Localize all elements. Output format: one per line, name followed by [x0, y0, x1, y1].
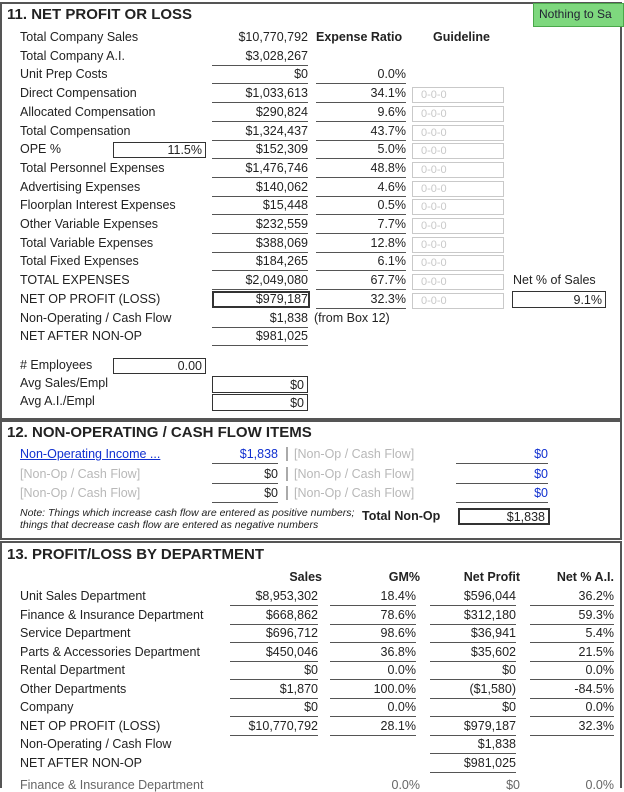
- dept-label: Non-Operating / Cash Flow: [20, 737, 172, 751]
- dept-net-ai: [530, 756, 614, 772]
- dept-gm: 78.6%: [330, 608, 416, 625]
- dept-sales: $8,953,302: [230, 589, 318, 606]
- row-label: NET OP PROFIT (LOSS): [20, 291, 161, 306]
- dept-net-ai: -84.5%: [530, 682, 614, 699]
- row-value: $981,025: [212, 329, 308, 346]
- row-value: $1,324,437: [212, 124, 308, 141]
- dept-sales: $0: [230, 663, 318, 680]
- row-ratio: [316, 30, 406, 46]
- row-label: Unit Prep Costs: [20, 67, 108, 82]
- dept-net-ai: 36.2%: [530, 589, 614, 606]
- dept-sales: [230, 737, 318, 753]
- row-guideline[interactable]: 0-0-0: [412, 162, 504, 178]
- dept-gm: 18.4%: [330, 589, 416, 606]
- dept-label: Unit Sales Department: [20, 589, 146, 603]
- total-non-op-label: Total Non-Op: [362, 509, 441, 523]
- non-op-item2-label[interactable]: [Non-Op / Cash Flow]: [286, 447, 414, 461]
- row-guideline[interactable]: 0-0-0: [412, 293, 504, 309]
- row-label: Total Variable Expenses: [20, 235, 154, 250]
- row-label: TOTAL EXPENSES: [20, 273, 130, 288]
- row-guideline[interactable]: 0-0-0: [412, 106, 504, 122]
- non-op-item-value[interactable]: $0: [212, 467, 278, 484]
- row-guideline[interactable]: 0-0-0: [412, 237, 504, 253]
- row-ratio-note: (from Box 12): [314, 310, 390, 325]
- row-guideline[interactable]: 0-0-0: [412, 274, 504, 290]
- dept-net-profit: $0: [430, 700, 516, 717]
- row-ratio: 4.6%: [316, 180, 406, 197]
- row-ratio: 9.6%: [316, 105, 406, 122]
- row-guideline[interactable]: 0-0-0: [412, 199, 504, 215]
- row-ratio: 32.3%: [316, 292, 406, 309]
- row-value: $140,062: [212, 180, 308, 197]
- dept-net-ai: 0.0%: [530, 700, 614, 717]
- dept-gm: 28.1%: [330, 719, 416, 736]
- row-value: $152,309: [212, 142, 308, 159]
- row-value: $388,069: [212, 236, 308, 253]
- dept-gm: 0.0%: [330, 700, 416, 717]
- dept-sales: [230, 756, 318, 772]
- row-label: Advertising Expenses: [20, 179, 141, 194]
- dept-sales: $450,046: [230, 645, 318, 662]
- row-label: Total Fixed Expenses: [20, 254, 139, 269]
- row-value: $290,824: [212, 105, 308, 122]
- row-label: Allocated Compensation: [20, 104, 156, 119]
- dept-label: NET OP PROFIT (LOSS): [20, 718, 161, 733]
- dept-gm: 100.0%: [330, 682, 416, 699]
- row-value: $15,448: [212, 198, 308, 215]
- row-value: $10,770,792: [238, 30, 308, 44]
- dept-gm: [330, 756, 416, 772]
- guideline-header: Guideline: [433, 30, 490, 44]
- row-label: Other Variable Expenses: [20, 217, 159, 231]
- cut-row-gm: 0.0%: [391, 778, 420, 792]
- avg-sales-label: Avg Sales/Empl: [20, 376, 109, 390]
- sales-header: Sales: [289, 570, 322, 584]
- dept-label: Finance & Insurance Department: [20, 607, 204, 622]
- row-ratio: 6.1%: [316, 254, 406, 271]
- dept-sales: $10,770,792: [230, 719, 318, 736]
- dept-net-ai: 59.3%: [530, 608, 614, 625]
- net-pct-sales-value: 9.1%: [512, 291, 606, 308]
- dept-label: Other Departments: [20, 681, 127, 696]
- row-value: $0: [212, 67, 308, 84]
- row-value: $1,033,613: [212, 86, 308, 103]
- row-ratio: [316, 329, 406, 345]
- non-op-item2-value[interactable]: $0: [456, 447, 548, 464]
- dept-net-ai: 32.3%: [530, 719, 614, 736]
- dept-gm: 0.0%: [330, 663, 416, 680]
- row-value: $1,838: [212, 311, 308, 328]
- dept-gm: 36.8%: [330, 645, 416, 662]
- row-ratio: 12.8%: [316, 236, 406, 253]
- dept-label: Service Department: [20, 626, 131, 640]
- non-op-item-value[interactable]: $1,838: [212, 447, 278, 464]
- row-value: $1,476,746: [212, 161, 308, 178]
- toast-save[interactable]: Nothing to Sa: [533, 3, 624, 27]
- row-ratio: 7.7%: [316, 217, 406, 234]
- dept-label: Parts & Accessories Department: [20, 644, 200, 659]
- dept-net-profit: $312,180: [430, 608, 516, 625]
- avg-ai-label: Avg A.I./Empl: [20, 394, 95, 408]
- total-non-op-value: $1,838: [458, 508, 550, 525]
- dept-gm: [330, 737, 416, 753]
- row-ratio: 43.7%: [316, 124, 406, 141]
- row-label: OPE %: [20, 142, 61, 157]
- net-pct-sales-label: Net % of Sales: [513, 273, 596, 287]
- row-ratio: 5.0%: [316, 142, 406, 159]
- row-guideline[interactable]: 0-0-0: [412, 181, 504, 197]
- row-guideline[interactable]: 0-0-0: [412, 87, 504, 103]
- row-ratio: 48.8%: [316, 161, 406, 178]
- dept-sales: $668,862: [230, 608, 318, 625]
- employees-input[interactable]: 0.00: [113, 358, 206, 374]
- row-value: $232,559: [212, 217, 308, 234]
- row-ratio: [316, 49, 406, 65]
- row-guideline[interactable]: 0-0-0: [412, 143, 504, 159]
- row-value: $184,265: [212, 254, 308, 271]
- non-op-item-label[interactable]: [Non-Op / Cash Flow]: [20, 466, 141, 481]
- non-op-item-label[interactable]: [Non-Op / Cash Flow]: [20, 486, 141, 500]
- dept-net-profit: $0: [430, 663, 516, 680]
- section-12-title: 12. NON-OPERATING / CASH FLOW ITEMS: [7, 424, 312, 441]
- row-guideline[interactable]: 0-0-0: [412, 218, 504, 234]
- row-value: $2,049,080: [212, 273, 308, 290]
- non-op-item2-value[interactable]: $0: [456, 486, 548, 503]
- non-op-item2-label[interactable]: [Non-Op / Cash Flow]: [286, 467, 414, 481]
- row-label: Total Company Sales: [20, 30, 139, 44]
- dept-net-profit: $1,838: [430, 737, 516, 754]
- dept-gm: 98.6%: [330, 626, 416, 643]
- row-label: NET AFTER NON-OP: [20, 329, 143, 344]
- dept-net-profit: $596,044: [430, 589, 516, 606]
- non-op-item-value[interactable]: $0: [212, 486, 278, 503]
- dept-sales: $0: [230, 700, 318, 717]
- net-op-profit-box: [212, 291, 310, 308]
- row-label: Total Personnel Expenses: [20, 160, 165, 175]
- row-label: Total Company A.I.: [20, 48, 125, 63]
- dept-net-profit: ($1,580): [430, 682, 516, 699]
- non-op-item2-label[interactable]: [Non-Op / Cash Flow]: [286, 486, 414, 500]
- dept-sales: $696,712: [230, 626, 318, 643]
- row-ratio: 34.1%: [316, 86, 406, 103]
- dept-label: NET AFTER NON-OP: [20, 755, 143, 770]
- row-ratio: 0.5%: [316, 198, 406, 215]
- row-guideline[interactable]: 0-0-0: [412, 125, 504, 141]
- dept-net-profit: $981,025: [430, 756, 516, 773]
- dept-net-ai: 5.4%: [530, 626, 614, 643]
- cut-row-np: $0: [506, 778, 520, 792]
- dept-sales: $1,870: [230, 682, 318, 699]
- row-label: Direct Compensation: [20, 86, 137, 101]
- avg-sales-value: $0: [212, 376, 308, 393]
- dept-label: Company: [20, 700, 74, 714]
- ope-percent-input[interactable]: 11.5%: [113, 142, 206, 158]
- dept-net-ai: 21.5%: [530, 645, 614, 662]
- dept-label: Rental Department: [20, 663, 125, 677]
- non-op-item-label[interactable]: Non-Operating Income ...: [20, 447, 161, 461]
- dept-net-profit: $36,941: [430, 626, 516, 643]
- expense-ratio-header: Expense Ratio: [316, 30, 403, 44]
- row-value: $979,187: [255, 291, 308, 306]
- employees-label: # Employees: [20, 358, 93, 372]
- row-ratio: 0.0%: [316, 67, 406, 84]
- avg-ai-value: $0: [212, 394, 308, 411]
- dept-net-profit: $35,602: [430, 645, 516, 662]
- cut-row-nai: 0.0%: [585, 778, 614, 792]
- row-guideline[interactable]: 0-0-0: [412, 255, 504, 271]
- row-label: Total Compensation: [20, 123, 131, 138]
- net-ai-header: Net % A.I.: [556, 570, 614, 584]
- row-label: Floorplan Interest Expenses: [20, 198, 176, 213]
- row-label: Non-Operating / Cash Flow: [20, 310, 172, 325]
- row-ratio: 67.7%: [316, 273, 406, 290]
- section-11-title: 11. NET PROFIT OR LOSS: [7, 6, 193, 23]
- section-13-title: 13. PROFIT/LOSS BY DEPARTMENT: [7, 546, 264, 563]
- dept-net-ai: 0.0%: [530, 663, 614, 680]
- row-value: $3,028,267: [212, 49, 308, 66]
- cash-flow-note: Note: Things which increase cash flow are entered as positive numbers; things that decrease cash flow are entered as negative numbers: [20, 507, 355, 531]
- dept-net-ai: [530, 737, 614, 753]
- cut-row-label: Finance & Insurance Department: [20, 778, 204, 792]
- dept-net-profit: $979,187: [430, 719, 516, 736]
- non-op-item2-value[interactable]: $0: [456, 467, 548, 484]
- gm-header: GM%: [388, 570, 420, 584]
- net-profit-header: Net Profit: [463, 570, 520, 584]
